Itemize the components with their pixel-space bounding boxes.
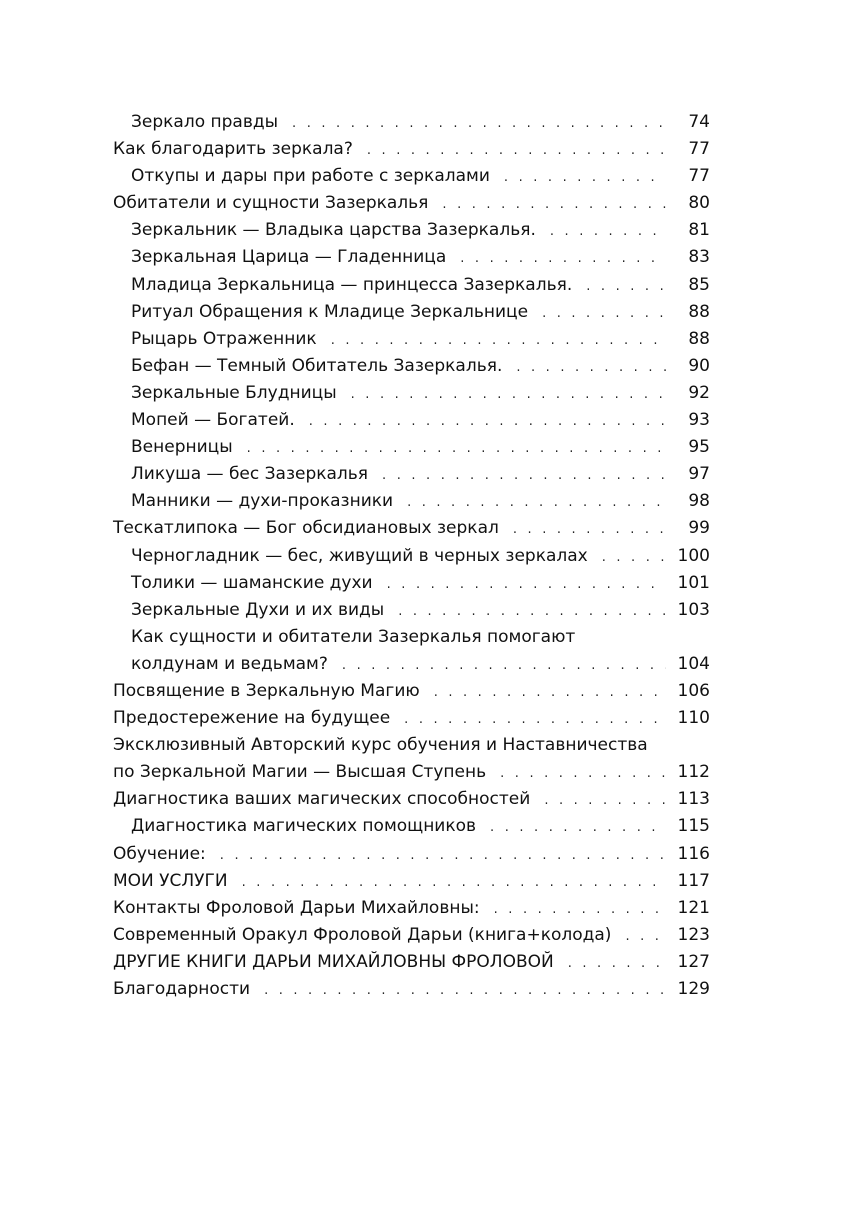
toc-entry-page-number: 88 [688,301,710,322]
toc-entry-page-number: 115 [677,816,710,837]
toc-entry-page-number: 112 [677,762,710,783]
toc-entry [113,543,710,570]
dot-leader [494,896,666,923]
toc-entry [113,488,710,515]
toc-entry-page-number: 77 [688,139,710,160]
toc-entry [113,813,710,840]
toc-entry-page-number: 116 [677,843,710,864]
toc-entry-title: Обучение: [113,843,206,864]
toc-entry [113,434,710,461]
toc-entry [113,597,710,624]
toc-entry-title: Мопей — Богатей. [131,410,295,431]
toc-entry [113,461,710,488]
toc-entry-page-number: 113 [677,789,710,810]
table-of-contents [113,109,710,1003]
toc-entry-title: Тескатлипока — Бог обсидиановых зеркал [113,518,499,539]
toc-entry [113,841,710,868]
toc-entry-line [113,624,710,651]
toc-entry-page-number: 103 [677,599,710,620]
toc-entry-page-number: 97 [688,464,710,485]
dot-leader [242,869,666,896]
dot-leader [504,164,666,191]
toc-entry [113,759,710,786]
toc-entry [113,109,710,136]
toc-entry-title: Венерницы [131,437,233,458]
dot-leader [382,462,666,489]
toc-entry [113,163,710,190]
toc-entry-title: Зеркальные Духи и их виды [131,599,385,620]
toc-entry [113,570,710,597]
dot-leader [398,598,666,625]
toc-entry-page-number: 77 [688,166,710,187]
dot-leader [586,273,666,300]
dot-leader [602,544,666,571]
toc-entry [113,244,710,271]
dot-leader [404,706,666,733]
toc-entry-title: Зеркальные Блудницы [131,382,337,403]
toc-entry-page-number: 81 [688,220,710,241]
toc-entry [113,895,710,922]
toc-entry-title: Манники — духи-проказники [131,491,394,512]
toc-entry [113,353,710,380]
toc-entry [113,786,710,813]
toc-entry-page-number: 123 [677,924,710,945]
toc-entry [113,217,710,244]
toc-entry-title: Контакты Фроловой Дарьи Михайловны: [113,897,480,918]
toc-entry-page-number: 121 [677,897,710,918]
dot-leader [247,435,666,462]
toc-entry-page-number: 110 [677,708,710,729]
toc-entry-page-number: 127 [677,951,710,972]
toc-entry-title: Зеркало правды [131,112,279,132]
toc-entry-page-number: 83 [688,247,710,268]
dot-leader [550,218,666,245]
toc-entry-title: Посвящение в Зеркальную Магию [113,680,420,701]
toc-entry-page-number: 80 [688,193,710,214]
toc-entry-page-number: 98 [688,491,710,512]
toc-entry-title: Зеркальник — Владыка царства Зазеркалья. [131,220,536,241]
toc-entry-title: МОИ УСЛУГИ [113,870,228,891]
toc-entry-title: Благодарности [113,979,251,999]
toc-entry-title: Предостережение на будущее [113,708,391,729]
toc-entry-page-number: 99 [688,518,710,539]
toc-entry [113,651,710,678]
dot-leader [367,137,666,164]
toc-entry-page-number: 85 [688,274,710,295]
toc-entry-title: Эксклюзивный Авторский курс обучения и Наставничества [113,735,648,756]
toc-entry [113,922,710,949]
toc-entry-title: Бефан — Темный Обитатель Зазеркалья. [131,355,503,376]
dot-leader [351,381,666,408]
toc-entry [113,380,710,407]
toc-entry-title: Толики — шаманские духи [131,572,373,593]
toc-entry-title: колдунам и ведьмам? [131,653,328,674]
toc-entry [113,678,710,705]
dot-leader [513,516,666,543]
toc-entry-page-number: 100 [677,545,710,566]
dot-leader [434,679,666,706]
dot-leader [490,814,666,841]
dot-leader [500,760,666,787]
dot-leader [442,191,666,218]
dot-leader [292,110,666,137]
toc-entry-page-number: 95 [688,437,710,458]
dot-leader [460,245,666,272]
toc-entry-page-number: 117 [677,870,710,891]
toc-entry-title: Рыцарь Отраженник [131,328,317,349]
toc-entry-title: по Зеркальной Магии — Высшая Ступень [113,762,487,783]
toc-entry [113,190,710,217]
toc-entry-page-number: 101 [677,572,710,593]
toc-entry-page-number: 104 [677,653,710,674]
dot-leader [542,300,666,327]
toc-entry-title: Диагностика ваших магических способностей [113,789,531,810]
toc-entry-page-number: 88 [688,328,710,349]
toc-entry [113,136,710,163]
dot-leader [387,571,666,598]
toc-entry-title: Ликуша — бес Зазеркалья [131,464,369,485]
toc-entry [113,705,710,732]
toc-entry-title: Зеркальная Царица — Гладенница [131,247,447,268]
toc-entry-title: Ритуал Обращения к Младице Зеркальнице [131,301,529,322]
toc-entry-title: Черногладник — бес, живущий в черных зеркалах [131,545,588,566]
dot-leader [544,787,666,814]
dot-leader [264,977,666,1004]
toc-entry-page-number: 129 [677,979,710,999]
toc-entry-title: Обитатели и сущности Зазеркалья [113,193,429,214]
toc-entry [113,326,710,353]
toc-entry-line [113,732,710,759]
toc-entry-page-number: 93 [688,410,710,431]
dot-leader [331,327,666,354]
toc-entry [113,299,710,326]
toc-entry-page-number: 90 [688,355,710,376]
toc-entry-title: Как благодарить зеркала? [113,139,353,160]
dot-leader [568,950,666,977]
toc-entry-page-number: 74 [688,112,710,132]
toc-entry [113,949,710,976]
toc-entry-title: Откупы и дары при работе с зеркалами [131,166,490,187]
toc-entry-title: Диагностика магических помощников [131,816,477,837]
toc-entry [113,272,710,299]
toc-entry [113,515,710,542]
toc-entry-page-number: 92 [688,382,710,403]
dot-leader [625,923,666,950]
toc-entry-title: Младица Зеркальница — принцесса Зазеркалья. [131,274,573,295]
toc-entry-page-number: 106 [677,680,710,701]
toc-entry-title: ДРУГИЕ КНИГИ ДАРЬИ МИХАЙЛОВНЫ ФРОЛОВОЙ [113,951,554,972]
toc-entry-title: Как сущности и обитатели Зазеркалья помогают [131,626,576,647]
toc-entry-title: Современный Оракул Фроловой Дарьи (книга+колода) [113,924,612,945]
toc-entry [113,868,710,895]
toc-entry [113,407,710,434]
dot-leader [309,408,666,435]
dot-leader [407,489,666,516]
dot-leader [220,842,666,869]
dot-leader [516,354,666,381]
toc-entry [113,976,710,1003]
dot-leader [342,652,666,679]
